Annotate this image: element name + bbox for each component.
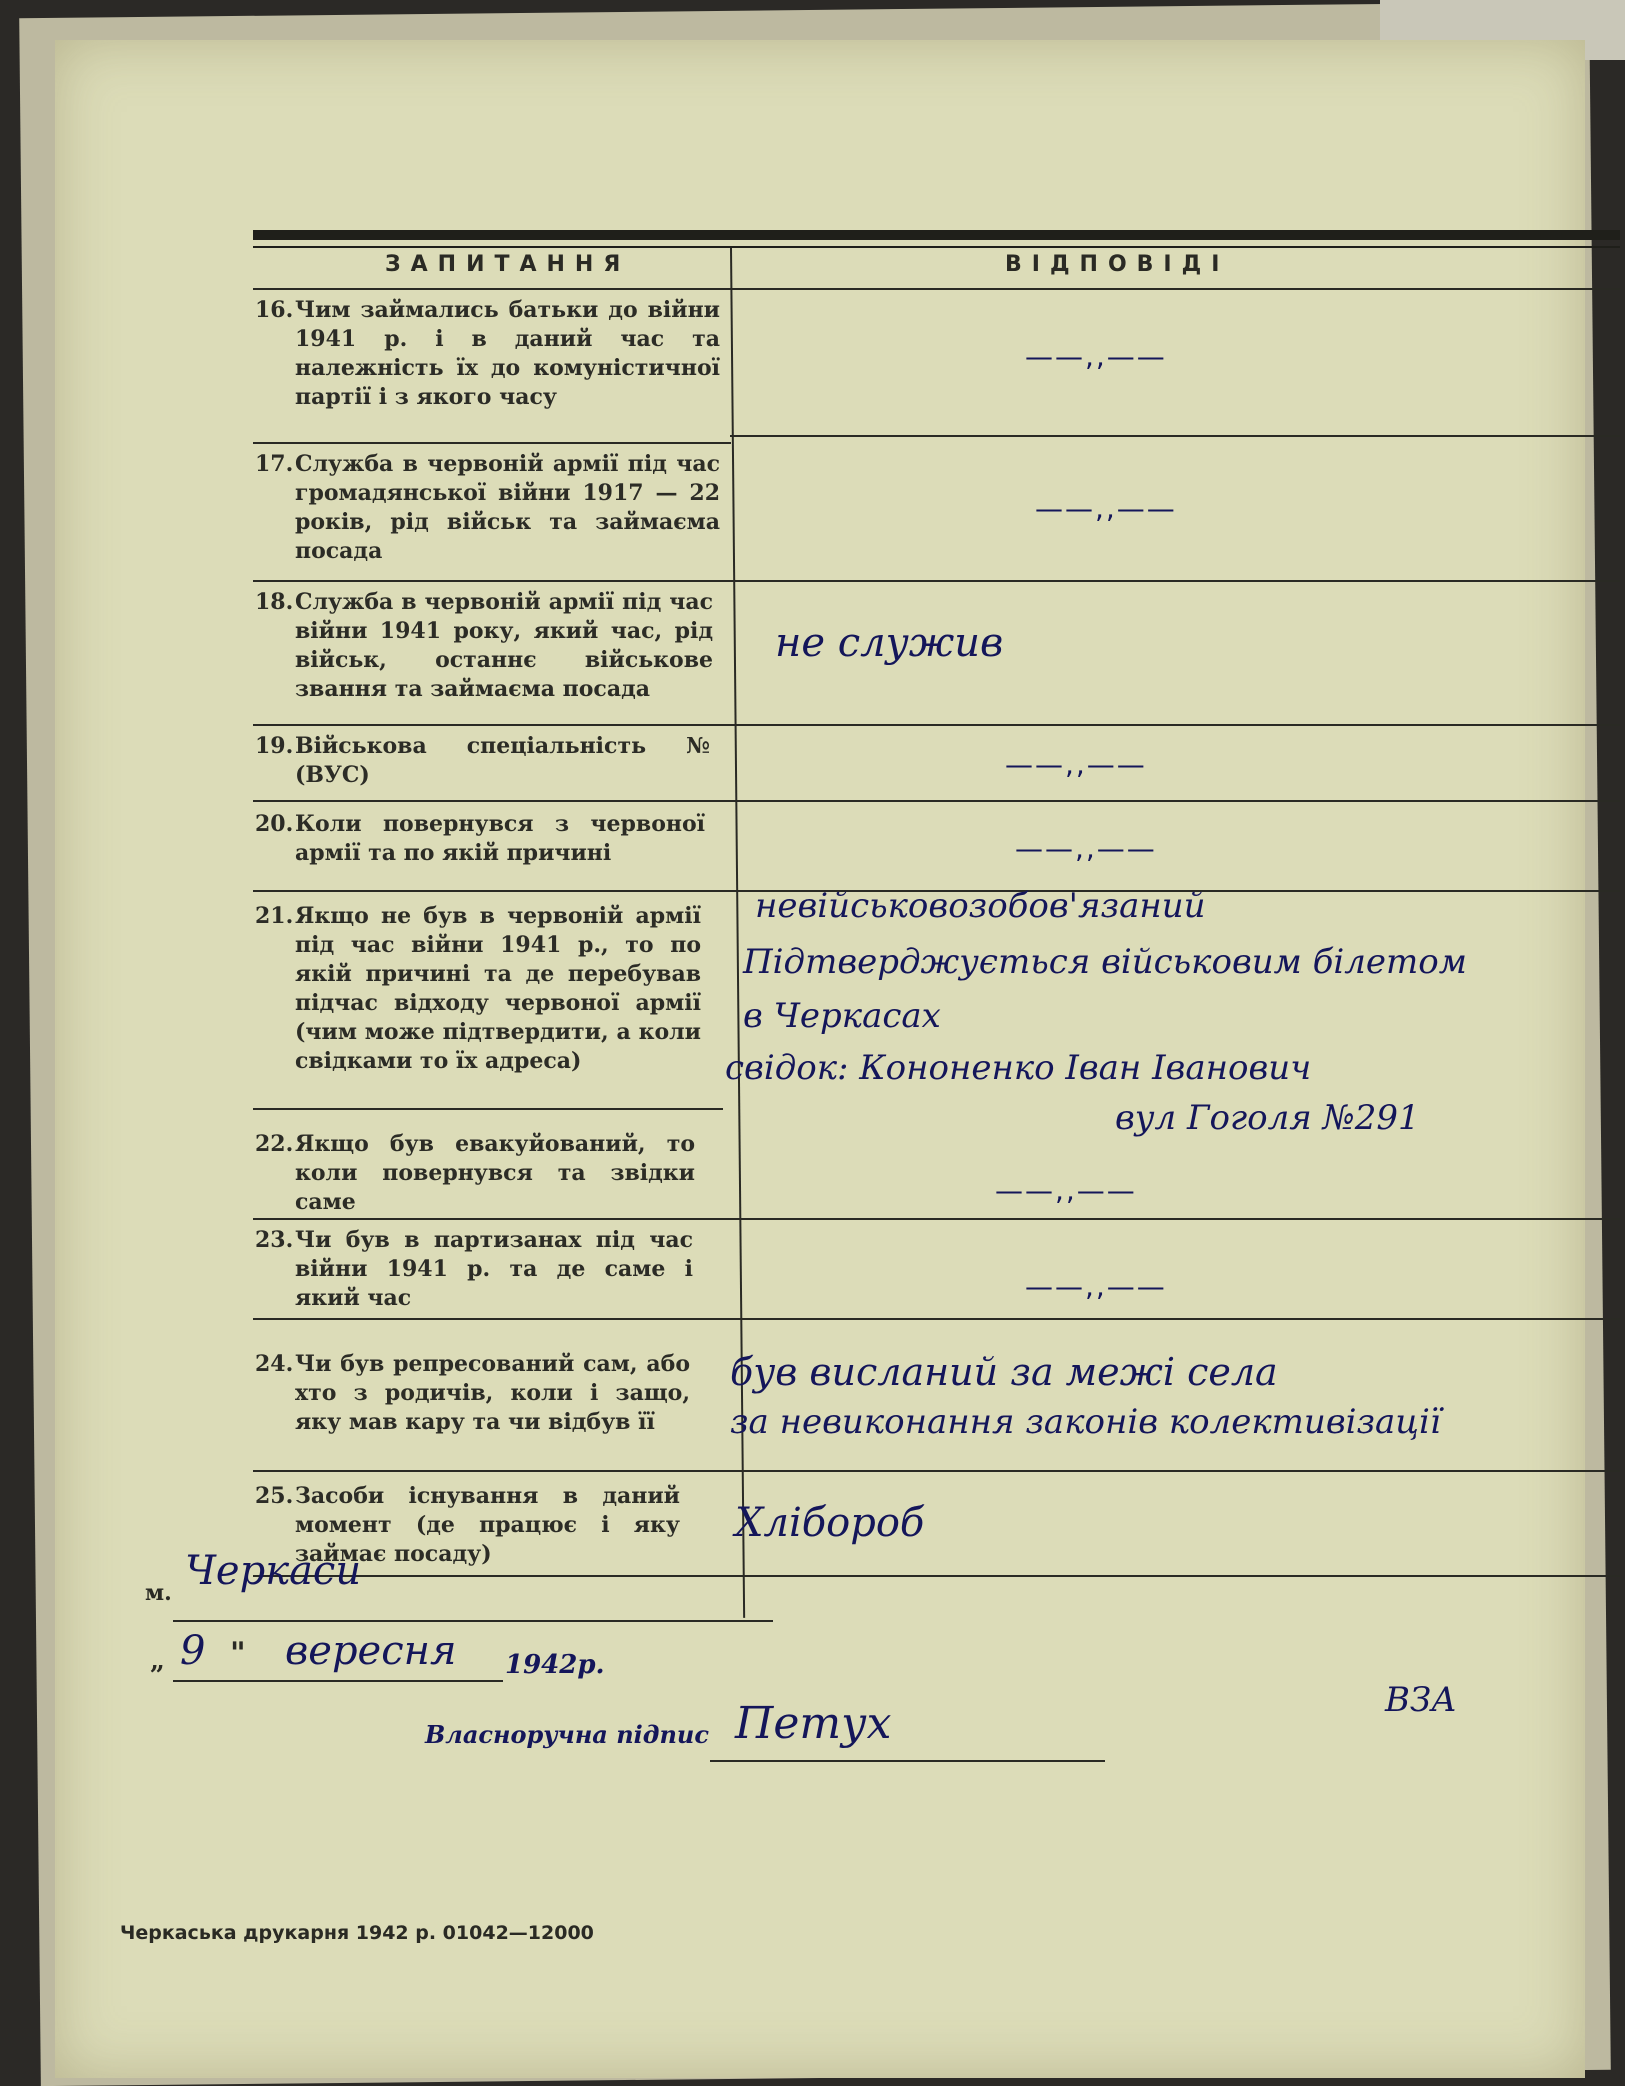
initials: ВЗА [1385, 1680, 1457, 1720]
question-24 [255, 1350, 690, 1437]
table-top-rule-thin [253, 246, 1620, 248]
question-number: 17. [255, 451, 294, 477]
answer-16: ——,,—— [1025, 340, 1167, 373]
answer-22: ——,,—— [995, 1174, 1137, 1207]
question-number: 18. [255, 589, 294, 615]
table-top-rule [253, 230, 1620, 240]
row-divider [253, 1318, 1620, 1320]
signature-underline [710, 1760, 1105, 1762]
row-divider [253, 442, 731, 444]
row-divider [253, 580, 1620, 582]
answer-21-line-1: невійськовозобов'язаний [755, 886, 1206, 926]
question-number: 23. [255, 1227, 294, 1253]
answer-18: не служив [775, 620, 1004, 666]
question-number: 20. [255, 811, 294, 837]
date-year: 1942р. [505, 1650, 605, 1680]
city-prefix: м. [145, 1580, 172, 1606]
row-divider [253, 1108, 723, 1110]
answer-21-line-4: свідок: Кононенко Іван Іванович [725, 1048, 1312, 1088]
answer-21-line-2: Підтверджується військовим білетом [743, 942, 1467, 982]
date-quote-open: „ [150, 1646, 165, 1676]
date-underline [173, 1680, 503, 1682]
answer-17: ——,,—— [1035, 492, 1177, 525]
question-text: Коли повернувся з червоної армії та по якій причині [295, 811, 705, 866]
question-number: 19. [255, 733, 294, 759]
answer-19: ——,,—— [1005, 748, 1147, 781]
question-text: Чи був в партизанах під час війни 1941 р. та де саме і який час [295, 1227, 693, 1311]
questions-header: ЗАПИТАННЯ [385, 252, 631, 277]
row-divider [253, 1470, 1620, 1472]
question-19 [255, 732, 710, 790]
header-divider [253, 288, 1620, 290]
question-number: 21. [255, 903, 294, 929]
signature-label: Власноручна підпис [425, 1720, 709, 1749]
date-month: вересня [285, 1628, 457, 1674]
question-text: Якщо був евакуйований, то коли повернувся та звідки саме [295, 1131, 695, 1215]
question-text: Чи був репресований сам, або хто з родичів, коли і защо, яку мав кару та чи відбув її [295, 1351, 690, 1435]
answer-23: ——,,—— [1025, 1270, 1167, 1303]
question-number: 22. [255, 1131, 294, 1157]
answer-25: Хлібороб [735, 1500, 925, 1546]
question-text: Військова спеціальність № (ВУС) [295, 733, 710, 788]
city-underline [173, 1620, 773, 1622]
question-text: Служба в червоній армії під час громадянської війни 1917 — 22 років, рід військ та займаєма посада [295, 451, 720, 564]
question-18 [255, 588, 713, 704]
answer-21-line-5: вул Гоголя №291 [1115, 1098, 1420, 1138]
question-text: Засоби існування в даний момент (де працює і яку займає посаду) [295, 1483, 680, 1567]
answer-21-line-3: в Черкасах [743, 996, 941, 1036]
signature-value: Петух [735, 1698, 892, 1749]
question-number: 16. [255, 297, 294, 323]
question-16 [255, 296, 720, 412]
question-text: Чим займались батьки до війни 1941 р. і в даний час та належність їх до комуністичної партії і з якого часу [295, 297, 720, 410]
answer-20: ——,,—— [1015, 832, 1157, 865]
date-day: 9 [180, 1628, 206, 1674]
question-23 [255, 1226, 693, 1313]
question-text: Служба в червоній армії під час війни 1941 року, який час, рід військ, останнє військове звання та займаєма посада [295, 589, 713, 702]
question-text: Якщо не був в червоній армії під час війни 1941 р., то по якій причині та де перебував підчас відходу червоної армії (чим може підтвердити, а коли свідками то їх адреса) [295, 903, 701, 1074]
answers-header: ВІДПОВІДІ [1005, 252, 1230, 277]
city-value: Черкаси [185, 1548, 362, 1594]
date-quote-close: " [230, 1636, 246, 1671]
answer-24-line-2: за невиконання законів колективізації [730, 1402, 1441, 1442]
question-20 [255, 810, 705, 868]
question-21 [255, 902, 701, 1076]
row-divider [730, 435, 1620, 437]
printer-imprint: Черкаська друкарня 1942 р. 01042—12000 [120, 1922, 594, 1944]
table-bottom-rule [253, 1575, 1620, 1577]
answer-24-line-1: був висланий за межі села [730, 1350, 1278, 1394]
document-page [55, 40, 1585, 2078]
row-divider [253, 800, 1620, 802]
question-number: 24. [255, 1351, 294, 1377]
row-divider [253, 724, 1620, 726]
question-17 [255, 450, 720, 566]
question-number: 25. [255, 1483, 294, 1509]
question-22 [255, 1130, 695, 1217]
row-divider [253, 1218, 1620, 1220]
